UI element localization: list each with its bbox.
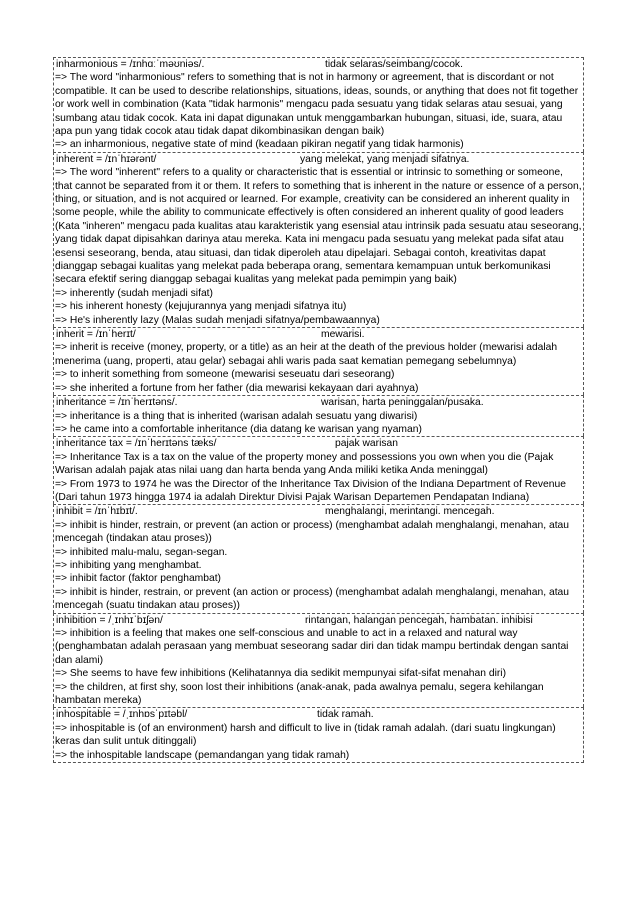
entry-meaning: mewarisi. [321, 329, 365, 341]
entry-heading [55, 505, 582, 518]
entry-line: => From 1973 to 1974 he was the Director of the Inheritance Tax Division of the Indiana Department of Revenue (Dari tahun 1973 hingga 1974 ia adalah Direktur Divisi Pajak Warisan Departemen Pendapatan Indiana) [55, 478, 566, 503]
entry-heading [55, 328, 582, 341]
entry-term: inherit = /ɪnˈherɪt/ [56, 329, 136, 341]
entry-line: => he came into a comfortable inheritance (dia datang ke warisan yang nyaman) [55, 423, 422, 435]
entry-heading [55, 153, 582, 166]
entry-line: => inheritance is a thing that is inherited (warisan adalah sesuatu yang diwarisi) [55, 410, 418, 422]
entry-line: => inhibition is a feeling that makes one self-conscious and unable to act in a relaxed and natural way (penghambatan adalah perasaan yang membuat seseorang sadar diri dan tidak mampu bertindak dengan santai dan alami) [55, 627, 569, 666]
dictionary-page [53, 57, 584, 763]
entry-line: => She seems to have few inhibitions (Kelihatannya dia sedikit mempunyai sifat-sifat menahan diri) [55, 668, 507, 680]
entry-term: inhibition = /ˌɪnhɪˈbɪʃən/ [56, 614, 163, 626]
entry-term: inharmonious = /ɪnhɑːˈməʊniəs/. [56, 59, 205, 70]
entry-line: => inhibit is hinder, restrain, or prevent (an action or process) (menghambat adalah menghalangi, menahan, atau mencegah (suatu tindakan atau proses)) [55, 586, 570, 612]
entry-inherit [53, 327, 584, 395]
entry-meaning: tidak ramah. [317, 709, 374, 721]
entry-line: => an inharmonious, negative state of mind (keadaan pikiran negatif yang tidak harmonis) [55, 139, 464, 151]
entry-meaning: menghalangi, merintangi. mencegah. [325, 506, 495, 518]
entry-term: inherent = /ɪnˈhɪərənt/ [56, 153, 157, 165]
entry-heading [55, 437, 582, 450]
entry-line: => the inhospitable landscape (pemandangan yang tidak ramah) [55, 749, 350, 761]
entry-inharmonious [53, 57, 584, 152]
entry-line: => to inherit something from someone (mewarisi seseuatu dari seseorang) [55, 369, 395, 381]
entry-line: => the children, at first shy, soon lost their inhibitions (anak-anak, pada awalnya pemalu, segera kehilangan hambatan mereka) [55, 681, 544, 706]
entry-line: => inhibited malu-malu, segan-segan. [55, 546, 228, 558]
entry-term: inheritance tax = /ɪnˈherɪtəns tæks/ [56, 438, 217, 450]
entry-line: => He's inherently lazy (Malas sudah menjadi sifatnya/pembawaannya) [55, 314, 380, 326]
entry-line: => his inherent honesty (kejujurannya yang menjadi sifatnya itu) [55, 301, 347, 313]
entry-meaning: yang melekat, yang menjadi sifatnya. [300, 153, 470, 165]
entry-line: => inhibiting yang menghambat. [55, 559, 202, 571]
entry-line: => The word "inharmonious" refers to something that is not in harmony or agreement, that is discordant or not compatible. It can be used to describe relationships, situations, ideas, sounds, or anything that does not fit together or work well in combination (Kata "tidak harmonis" mengacu pada sesuatu yang tidak selaras atau sesuai, yang sumbang atau tidak cocok. Kata ini dapat digunakan untuk menggambarkan hubungan, situasi, ide, suara, atau apa pun yang tidak cocok atau tidak dapat dikombinasikan dengan baik) [55, 72, 579, 138]
entry-line: => Inheritance Tax is a tax on the value of the property money and possessions you own when you die (Pajak Warisan adalah pajak atas nilai uang dan harta benda yang Anda miliki ketika Anda meninggal) [55, 451, 554, 477]
entry-line: => inhospitable is (of an environment) harsh and difficult to live in (tidak ramah adalah. (dari suatu lingkungan) keras dan sulit untuk ditinggali) [55, 722, 556, 748]
entry-meaning: tidak selaras/seimbang/cocok. [325, 59, 463, 70]
entry-meaning: warisan, harta peninggalan/pusaka. [321, 397, 484, 409]
entry-term: inhibit = /ɪnˈhɪbɪt/. [56, 506, 138, 518]
entry-inheritance-tax [53, 436, 584, 504]
entry-inhibition [53, 613, 584, 708]
entry-line: => inherently (sudah menjadi sifat) [55, 287, 213, 299]
entry-meaning: rintangan, halangan pencegah, hambatan. inhibisi [305, 614, 533, 626]
entry-inherent [53, 152, 584, 327]
entry-term: inhospitable = /ˌɪnhɒsˈpɪtəbl/ [56, 709, 188, 721]
entry-heading [55, 396, 582, 409]
entry-line: => inherit is receive (money, property, or a title) as an heir at the death of the previous holder (mewarisi adalah menerima (uang, properti, atau gelar) sebagai ahli waris pada saat kematian pemegang sebelumnya) [55, 342, 558, 367]
entry-heading [55, 614, 582, 627]
entry-term: inheritance = /ɪnˈherɪtəns/. [56, 397, 178, 409]
entry-inhospitable [53, 707, 584, 763]
entry-heading [55, 708, 582, 721]
entry-inheritance [53, 395, 584, 436]
entry-inhibit [53, 504, 584, 612]
entry-heading [55, 58, 582, 71]
entry-line: => The word "inherent" refers to a quality or characteristic that is essential or intrinsic to something or someone, that cannot be separated from it or them. It refers to something that is inherent in the nature or essence of a person, thing, or situation, and is not acquired or learned. For example, creativity can be considered an inherent quality in some people, while the ability to communicate effectively is often considered an inherent quality of good leaders (Kata "inheren" mengacu pada kualitas atau karakteristik yang esensial atau intrinsik pada sesuatu atau seseorang, yang tidak dapat dipisahkan darinya atau mereka. Kata ini mengacu pada sesuatu yang melekat pada sifat atau esensi seseorang, benda, atau situasi, dan tidak diperoleh atau dipelajari. Sebagai contoh, kreativitas dapat dianggap sebagai kualitas yang melekat pada beberapa orang, sementara kemampuan untuk berkomunikasi secara efektif sering dianggap sebagai kualitas yang melekat pada pemimpin yang baik) [55, 167, 582, 286]
entry-meaning: pajak warisan [335, 438, 398, 450]
entry-line: => inhibit factor (faktor penghambat) [55, 573, 221, 585]
entry-line: => she inherited a fortune from her father (dia mewarisi kekayaan dari ayahnya) [55, 382, 419, 394]
entry-line: => inhibit is hinder, restrain, or prevent (an action or process) (menghambat adalah menghalangi, menahan, atau mencegah (tindakan atau proses)) [55, 519, 570, 545]
